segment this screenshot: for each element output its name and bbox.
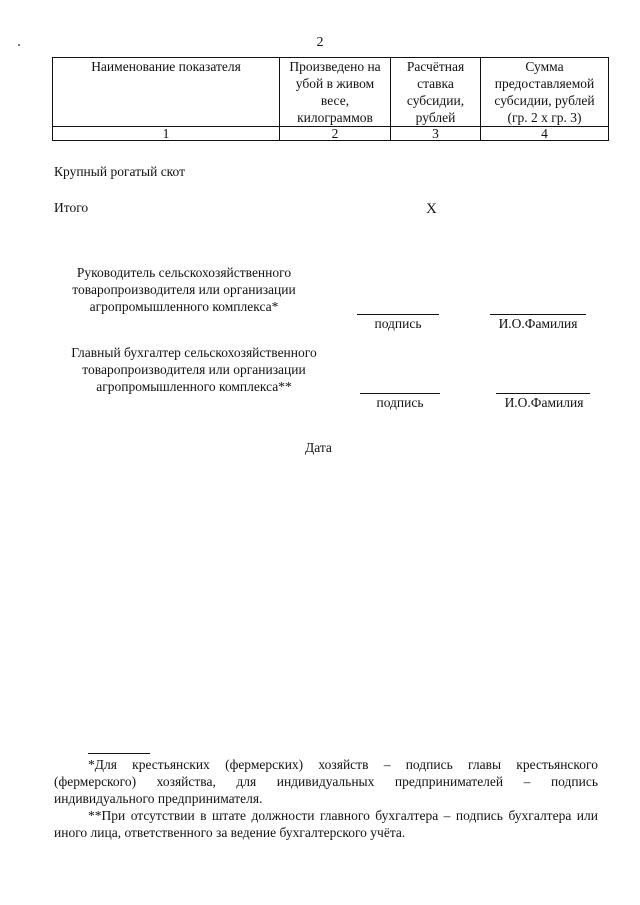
accountant-name-line xyxy=(496,393,590,394)
accountant-signature-line xyxy=(360,393,440,394)
footnote-2 xyxy=(54,807,598,841)
director-name-caption: И.О.Фамилия xyxy=(498,316,578,331)
header-subsidy-amount: Сумма предоставляемой субсидии, рублей (гр. 2 x гр. 3) xyxy=(481,58,609,127)
accountant-signature-caption: подпись xyxy=(376,395,424,410)
column-number: 1 xyxy=(53,127,280,141)
table-column-number-row xyxy=(53,127,609,141)
footnote-2-text: **При отсутствии в штате должности главного бухгалтера – подпись бухгалтера или иного лица, ответственного за ведение бухгалтерского учёта. xyxy=(54,808,598,840)
total-rate-mark: X xyxy=(426,201,437,217)
footnote-1 xyxy=(54,756,598,807)
total-row-label: Итого xyxy=(54,200,89,215)
header-indicator-name: Наименование показателя xyxy=(53,58,280,127)
page-number: 2 xyxy=(316,35,324,50)
footnote-1-text: *Для крестьянских (фермерских) хозяйств – подпись главы крестьянского (фермерского) хозяйства, для индивидуальных предпринимателей – подпись индивидуального предпринимателя. xyxy=(54,757,598,806)
column-number: 4 xyxy=(481,127,609,141)
subsidy-table xyxy=(52,57,609,141)
column-number: 3 xyxy=(391,127,481,141)
table-header-row xyxy=(53,58,609,127)
director-signature-line xyxy=(357,314,439,315)
livestock-row-label: Крупный рогатый скот xyxy=(54,164,186,179)
header-produced-weight: Произведено на убой в живом весе, килограммов xyxy=(280,58,391,127)
director-signature-caption: подпись xyxy=(374,316,422,331)
director-name-line xyxy=(490,314,586,315)
header-subsidy-rate: Расчётная ставка субсидии, рублей xyxy=(391,58,481,127)
date-label: Дата xyxy=(305,440,332,455)
column-number: 2 xyxy=(280,127,391,141)
accountant-role-text: Главный бухгалтер сельскохозяйственного товаропроизводителя или организации агропромышленного комплекса** xyxy=(71,345,317,394)
footnote-separator xyxy=(88,753,150,754)
director-role-text: Руководитель сельскохозяйственного товаропроизводителя или организации агропромышленного комплекса* xyxy=(72,265,296,314)
accountant-name-caption: И.О.Фамилия xyxy=(504,395,584,410)
